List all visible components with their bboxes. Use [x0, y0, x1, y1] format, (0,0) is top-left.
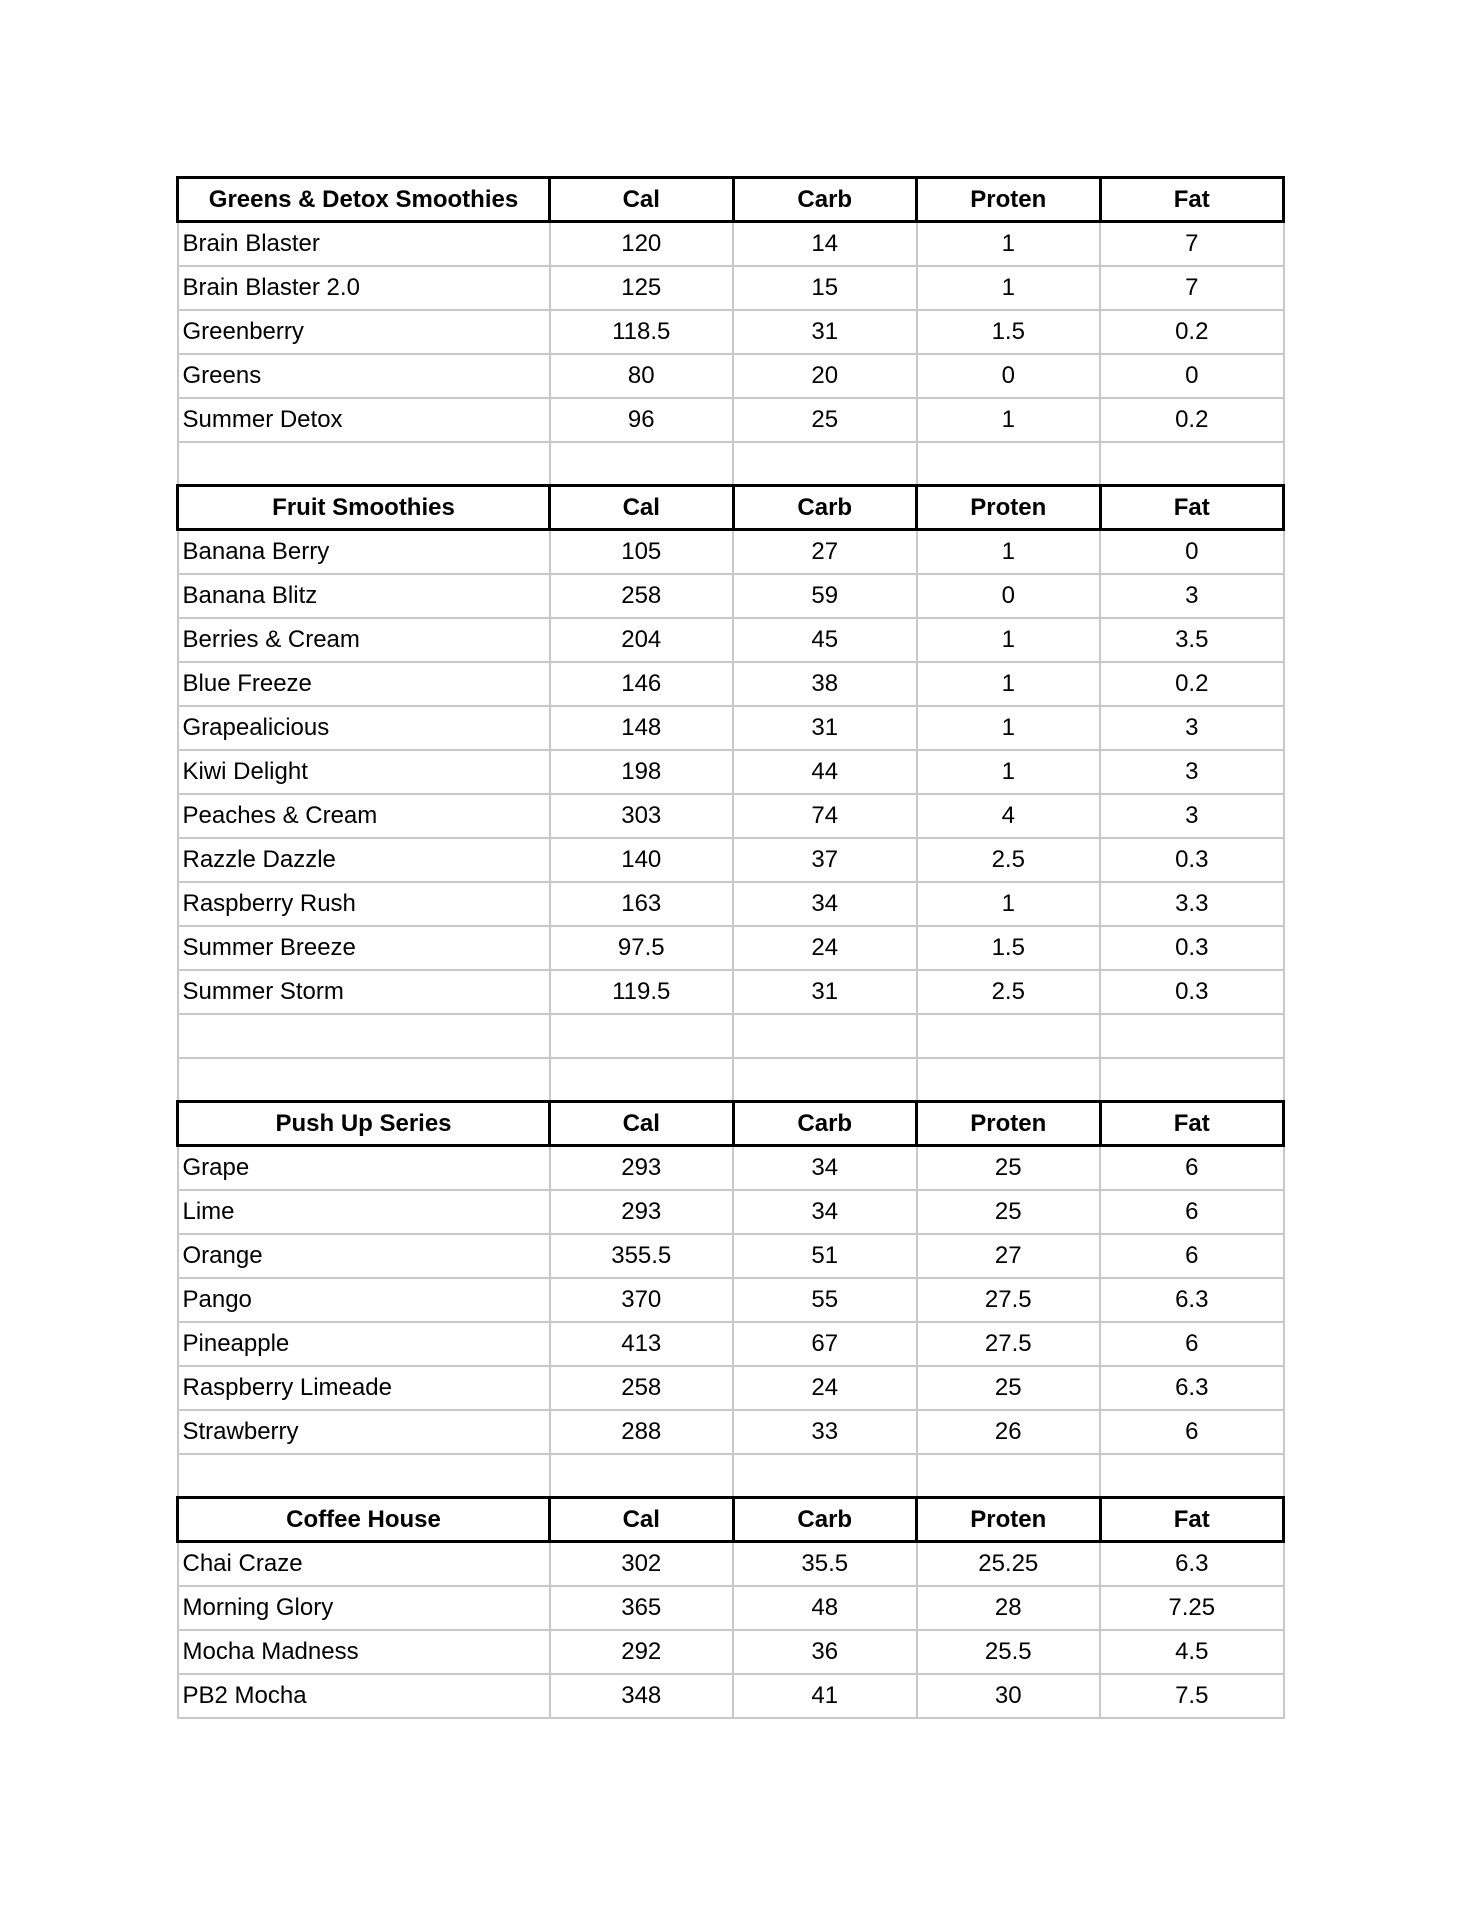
value-carb: 34 [733, 882, 917, 926]
value-cal: 148 [550, 706, 734, 750]
value-cal: 303 [550, 794, 734, 838]
value-fat: 3 [1100, 574, 1284, 618]
value-protein: 2.5 [917, 838, 1101, 882]
empty-cell [917, 1454, 1101, 1498]
item-name: Brain Blaster [178, 222, 550, 266]
column-header-fat: Fat [1100, 178, 1284, 222]
value-carb: 31 [733, 310, 917, 354]
value-carb: 14 [733, 222, 917, 266]
value-protein: 26 [917, 1410, 1101, 1454]
value-carb: 36 [733, 1630, 917, 1674]
value-cal: 365 [550, 1586, 734, 1630]
value-fat: 3.5 [1100, 618, 1284, 662]
value-carb: 55 [733, 1278, 917, 1322]
value-protein: 0 [917, 574, 1101, 618]
column-header-cal: Cal [550, 178, 734, 222]
value-protein: 1 [917, 750, 1101, 794]
value-fat: 6.3 [1100, 1278, 1284, 1322]
column-header-cal: Cal [550, 486, 734, 530]
value-cal: 348 [550, 1674, 734, 1718]
value-protein: 0 [917, 354, 1101, 398]
value-protein: 25 [917, 1146, 1101, 1190]
value-protein: 27.5 [917, 1278, 1101, 1322]
table-row [178, 574, 1284, 618]
table-row [178, 706, 1284, 750]
item-name: Banana Berry [178, 530, 550, 574]
value-carb: 15 [733, 266, 917, 310]
value-fat: 6 [1100, 1234, 1284, 1278]
value-fat: 3 [1100, 750, 1284, 794]
column-header-cal: Cal [550, 1498, 734, 1542]
column-header-cal: Cal [550, 1102, 734, 1146]
table-row [178, 530, 1284, 574]
value-protein: 25.5 [917, 1630, 1101, 1674]
table-row [178, 1674, 1284, 1718]
section-title: Coffee House [178, 1498, 550, 1542]
empty-cell [733, 1454, 917, 1498]
item-name: Brain Blaster 2.0 [178, 266, 550, 310]
value-cal: 140 [550, 838, 734, 882]
value-fat: 6.3 [1100, 1542, 1284, 1586]
value-carb: 27 [733, 530, 917, 574]
value-protein: 1 [917, 882, 1101, 926]
item-name: Berries & Cream [178, 618, 550, 662]
column-header-fat: Fat [1100, 486, 1284, 530]
value-cal: 146 [550, 662, 734, 706]
item-name: Banana Blitz [178, 574, 550, 618]
value-fat: 6 [1100, 1322, 1284, 1366]
table-row [178, 882, 1284, 926]
column-header-proten: Proten [917, 486, 1101, 530]
table-row [178, 1630, 1284, 1674]
value-fat: 7 [1100, 222, 1284, 266]
value-carb: 41 [733, 1674, 917, 1718]
empty-cell [178, 1058, 550, 1102]
value-cal: 80 [550, 354, 734, 398]
table-row [178, 970, 1284, 1014]
value-cal: 125 [550, 266, 734, 310]
value-fat: 0.3 [1100, 970, 1284, 1014]
value-carb: 74 [733, 794, 917, 838]
table-row [178, 398, 1284, 442]
value-carb: 59 [733, 574, 917, 618]
value-protein: 1.5 [917, 926, 1101, 970]
value-carb: 33 [733, 1410, 917, 1454]
value-carb: 24 [733, 926, 917, 970]
value-protein: 1 [917, 530, 1101, 574]
value-protein: 30 [917, 1674, 1101, 1718]
value-cal: 163 [550, 882, 734, 926]
table-row [178, 1366, 1284, 1410]
value-carb: 35.5 [733, 1542, 917, 1586]
nutrition-table [176, 176, 1285, 1719]
item-name: Morning Glory [178, 1586, 550, 1630]
value-cal: 258 [550, 574, 734, 618]
table-row [178, 1234, 1284, 1278]
section-header-row [178, 1498, 1284, 1542]
empty-cell [550, 442, 734, 486]
empty-cell [178, 442, 550, 486]
nutrition-sheet [176, 176, 1282, 1719]
value-protein: 1 [917, 662, 1101, 706]
value-cal: 288 [550, 1410, 734, 1454]
value-protein: 25.25 [917, 1542, 1101, 1586]
value-protein: 27.5 [917, 1322, 1101, 1366]
value-fat: 4.5 [1100, 1630, 1284, 1674]
table-row [178, 838, 1284, 882]
blank-row [178, 1454, 1284, 1498]
value-carb: 34 [733, 1190, 917, 1234]
value-fat: 6 [1100, 1146, 1284, 1190]
value-protein: 28 [917, 1586, 1101, 1630]
empty-cell [733, 1058, 917, 1102]
value-carb: 37 [733, 838, 917, 882]
value-protein: 1 [917, 398, 1101, 442]
empty-cell [550, 1014, 734, 1058]
table-row [178, 1322, 1284, 1366]
item-name: Pango [178, 1278, 550, 1322]
table-row [178, 1190, 1284, 1234]
value-carb: 48 [733, 1586, 917, 1630]
empty-cell [733, 1014, 917, 1058]
value-fat: 6 [1100, 1190, 1284, 1234]
item-name: Kiwi Delight [178, 750, 550, 794]
value-fat: 0.2 [1100, 310, 1284, 354]
table-row [178, 310, 1284, 354]
value-protein: 27 [917, 1234, 1101, 1278]
value-cal: 413 [550, 1322, 734, 1366]
item-name: Mocha Madness [178, 1630, 550, 1674]
item-name: Greens [178, 354, 550, 398]
value-cal: 293 [550, 1190, 734, 1234]
item-name: Chai Craze [178, 1542, 550, 1586]
table-row [178, 794, 1284, 838]
value-fat: 3 [1100, 794, 1284, 838]
table-row [178, 662, 1284, 706]
value-fat: 7.25 [1100, 1586, 1284, 1630]
section-header-row [178, 178, 1284, 222]
empty-cell [550, 1454, 734, 1498]
value-protein: 25 [917, 1366, 1101, 1410]
table-row [178, 1146, 1284, 1190]
table-row [178, 618, 1284, 662]
value-fat: 0 [1100, 530, 1284, 574]
column-header-fat: Fat [1100, 1498, 1284, 1542]
section-title: Push Up Series [178, 1102, 550, 1146]
empty-cell [1100, 1454, 1284, 1498]
item-name: Peaches & Cream [178, 794, 550, 838]
table-row [178, 1410, 1284, 1454]
value-carb: 20 [733, 354, 917, 398]
value-carb: 45 [733, 618, 917, 662]
value-cal: 292 [550, 1630, 734, 1674]
column-header-proten: Proten [917, 1102, 1101, 1146]
item-name: Summer Breeze [178, 926, 550, 970]
value-cal: 198 [550, 750, 734, 794]
item-name: Summer Detox [178, 398, 550, 442]
value-fat: 3.3 [1100, 882, 1284, 926]
value-carb: 31 [733, 706, 917, 750]
empty-cell [917, 442, 1101, 486]
value-protein: 1 [917, 222, 1101, 266]
item-name: Grape [178, 1146, 550, 1190]
table-row [178, 1278, 1284, 1322]
table-row [178, 926, 1284, 970]
section-title: Fruit Smoothies [178, 486, 550, 530]
table-row [178, 222, 1284, 266]
value-carb: 24 [733, 1366, 917, 1410]
value-fat: 0.3 [1100, 838, 1284, 882]
item-name: Lime [178, 1190, 550, 1234]
item-name: Razzle Dazzle [178, 838, 550, 882]
empty-cell [1100, 1014, 1284, 1058]
empty-cell [733, 442, 917, 486]
value-cal: 302 [550, 1542, 734, 1586]
value-cal: 118.5 [550, 310, 734, 354]
empty-cell [917, 1058, 1101, 1102]
value-carb: 31 [733, 970, 917, 1014]
value-carb: 34 [733, 1146, 917, 1190]
table-row [178, 1586, 1284, 1630]
value-protein: 1 [917, 706, 1101, 750]
value-fat: 6.3 [1100, 1366, 1284, 1410]
item-name: Grapealicious [178, 706, 550, 750]
section-header-row [178, 1102, 1284, 1146]
value-carb: 38 [733, 662, 917, 706]
value-cal: 258 [550, 1366, 734, 1410]
value-carb: 25 [733, 398, 917, 442]
column-header-carb: Carb [733, 178, 917, 222]
item-name: Raspberry Rush [178, 882, 550, 926]
value-fat: 0.3 [1100, 926, 1284, 970]
value-cal: 293 [550, 1146, 734, 1190]
item-name: Greenberry [178, 310, 550, 354]
value-fat: 0 [1100, 354, 1284, 398]
value-fat: 0.2 [1100, 398, 1284, 442]
blank-row [178, 1058, 1284, 1102]
value-cal: 96 [550, 398, 734, 442]
column-header-carb: Carb [733, 1498, 917, 1542]
value-protein: 25 [917, 1190, 1101, 1234]
table-row [178, 750, 1284, 794]
value-carb: 67 [733, 1322, 917, 1366]
table-row [178, 354, 1284, 398]
value-cal: 204 [550, 618, 734, 662]
empty-cell [1100, 1058, 1284, 1102]
value-protein: 1 [917, 266, 1101, 310]
value-cal: 97.5 [550, 926, 734, 970]
value-protein: 4 [917, 794, 1101, 838]
blank-row [178, 442, 1284, 486]
table-row [178, 1542, 1284, 1586]
value-fat: 6 [1100, 1410, 1284, 1454]
section-header-row [178, 486, 1284, 530]
value-cal: 120 [550, 222, 734, 266]
item-name: Blue Freeze [178, 662, 550, 706]
empty-cell [178, 1454, 550, 1498]
value-carb: 51 [733, 1234, 917, 1278]
value-fat: 7 [1100, 266, 1284, 310]
blank-row [178, 1014, 1284, 1058]
item-name: Orange [178, 1234, 550, 1278]
empty-cell [1100, 442, 1284, 486]
value-cal: 119.5 [550, 970, 734, 1014]
value-cal: 355.5 [550, 1234, 734, 1278]
empty-cell [550, 1058, 734, 1102]
value-fat: 0.2 [1100, 662, 1284, 706]
value-protein: 1.5 [917, 310, 1101, 354]
item-name: Pineapple [178, 1322, 550, 1366]
item-name: Summer Storm [178, 970, 550, 1014]
value-cal: 105 [550, 530, 734, 574]
value-carb: 44 [733, 750, 917, 794]
value-cal: 370 [550, 1278, 734, 1322]
column-header-carb: Carb [733, 1102, 917, 1146]
column-header-fat: Fat [1100, 1102, 1284, 1146]
empty-cell [178, 1014, 550, 1058]
column-header-carb: Carb [733, 486, 917, 530]
value-protein: 1 [917, 618, 1101, 662]
value-protein: 2.5 [917, 970, 1101, 1014]
item-name: PB2 Mocha [178, 1674, 550, 1718]
section-title: Greens & Detox Smoothies [178, 178, 550, 222]
table-row [178, 266, 1284, 310]
column-header-proten: Proten [917, 1498, 1101, 1542]
value-fat: 3 [1100, 706, 1284, 750]
item-name: Raspberry Limeade [178, 1366, 550, 1410]
value-fat: 7.5 [1100, 1674, 1284, 1718]
empty-cell [917, 1014, 1101, 1058]
item-name: Strawberry [178, 1410, 550, 1454]
column-header-proten: Proten [917, 178, 1101, 222]
